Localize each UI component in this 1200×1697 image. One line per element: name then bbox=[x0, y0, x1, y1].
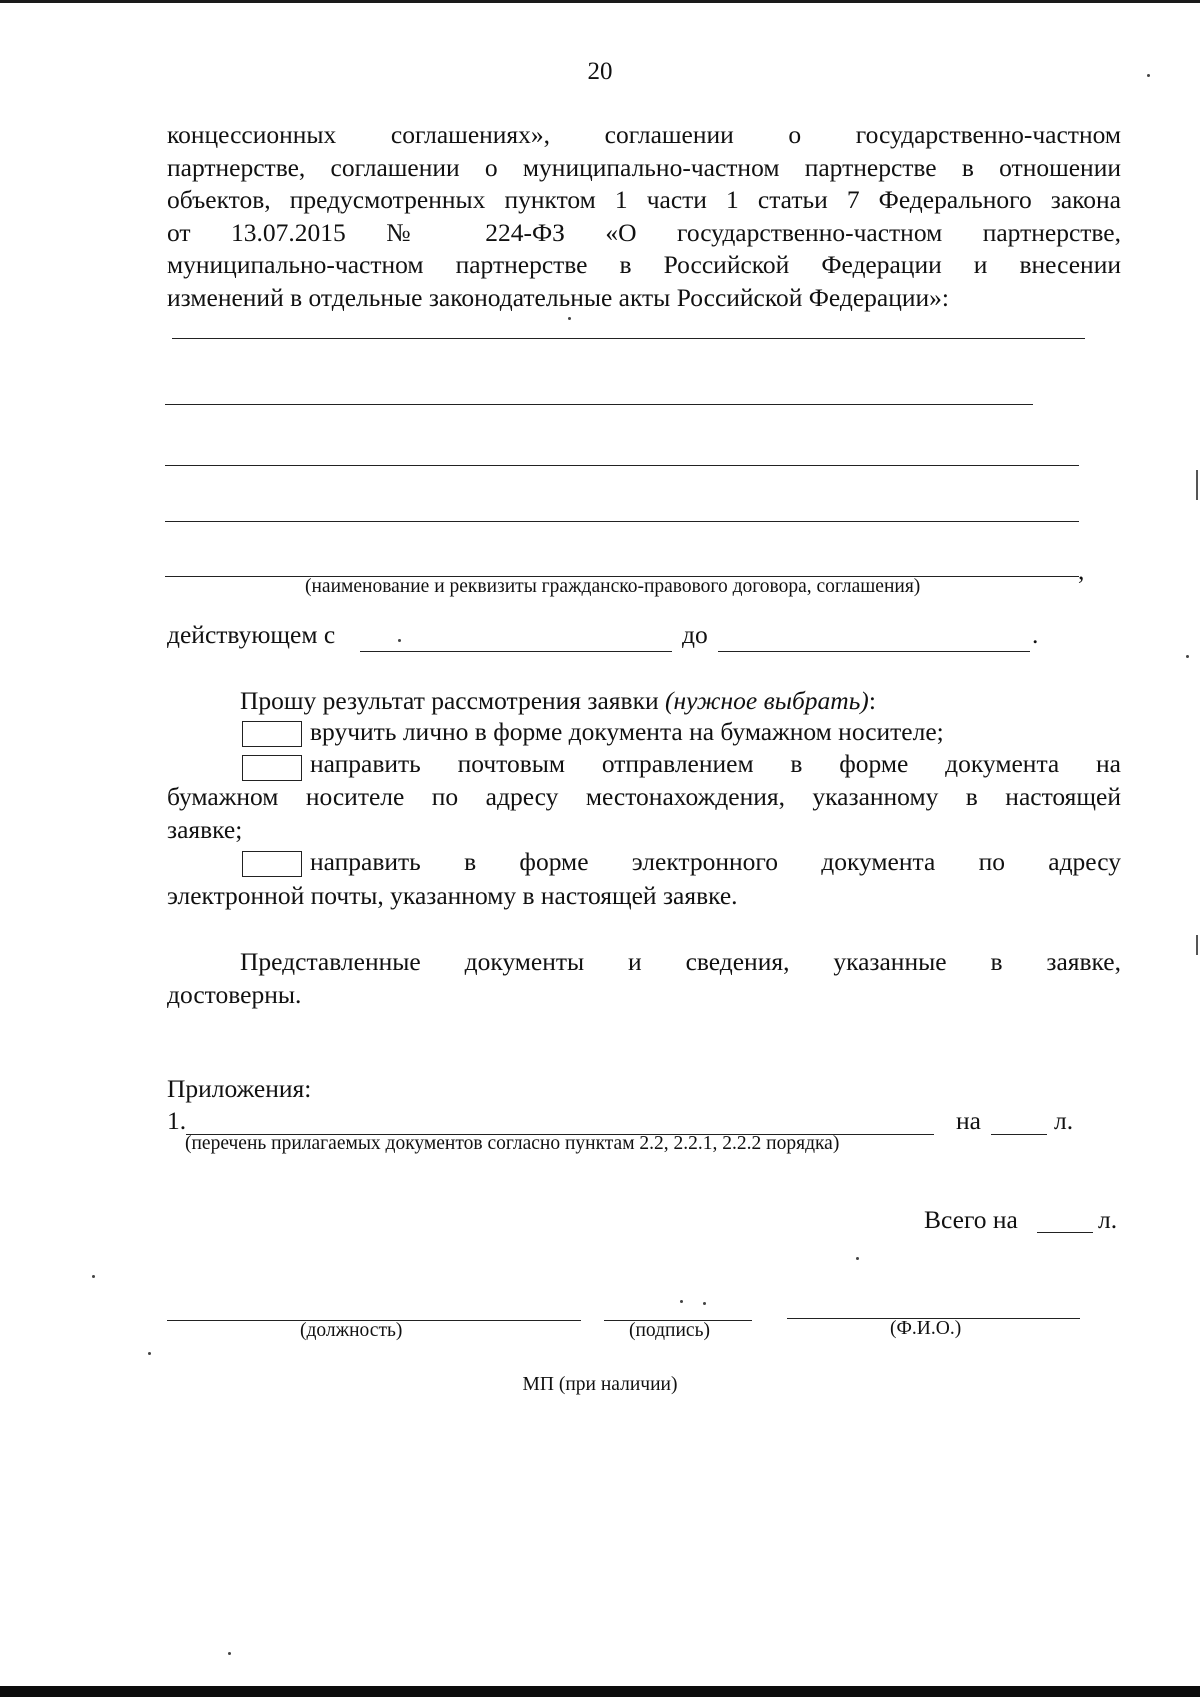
scan-speck bbox=[148, 1352, 151, 1355]
option-post-line: заявке; bbox=[167, 815, 243, 844]
scan-speck bbox=[568, 317, 571, 320]
request-title-text: Прошу результат рассмотрения заявки bbox=[240, 686, 665, 715]
option-post-line: бумажном носителе по адресу местонахождения, указанному в настоящей bbox=[167, 782, 1121, 811]
full-name-caption: (Ф.И.О.) bbox=[890, 1318, 962, 1339]
contract-fill-line[interactable] bbox=[165, 521, 1079, 522]
contract-fill-line[interactable] bbox=[172, 338, 1085, 339]
page-number: 20 bbox=[587, 58, 613, 85]
scan-speck bbox=[856, 1257, 859, 1260]
scan-speck bbox=[1186, 655, 1189, 658]
intro-line: концессионных соглашениях», соглашении о государственно-частном bbox=[167, 120, 1121, 149]
scan-speck bbox=[1147, 74, 1150, 77]
position-caption: (должность) bbox=[300, 1320, 403, 1341]
attachment-sheets-field[interactable] bbox=[991, 1134, 1047, 1135]
scan-speck bbox=[228, 1652, 231, 1655]
contract-caption: (наименование и реквизиты гражданско-правового договора, соглашения) bbox=[305, 576, 921, 597]
request-hint: (нужное выбрать) bbox=[664, 686, 869, 715]
attachment-caption: (перечень прилагаемых документов согласно пунктам 2.2, 2.2.1, 2.2.2 порядка) bbox=[185, 1133, 840, 1154]
signature-caption: (подпись) bbox=[629, 1320, 710, 1341]
option-email-line: электронной почты, указанному в настоящей заявке. bbox=[167, 881, 738, 910]
scan-speck bbox=[398, 639, 401, 642]
intro-line: изменений в отдельные законодательные акты Российской Федерации»: bbox=[167, 282, 949, 312]
option-hand-delivery-checkbox[interactable] bbox=[242, 721, 302, 747]
option-email-checkbox[interactable] bbox=[242, 851, 302, 877]
scan-edge-mark bbox=[1196, 935, 1198, 955]
comma-mark: , bbox=[1078, 556, 1085, 585]
total-sheets-field[interactable] bbox=[1037, 1232, 1093, 1233]
stamp-note: МП (при наличии) bbox=[522, 1374, 678, 1395]
intro-line: муниципально-частном партнерстве в Российской Федерации и внесении bbox=[167, 250, 1121, 279]
intro-line: партнерстве, соглашении о муниципально-частном партнерстве в отношении bbox=[167, 152, 1121, 182]
declaration-line: достоверны. bbox=[167, 980, 302, 1009]
scan-speck bbox=[680, 1300, 683, 1303]
option-email-line: направить в форме электронного документа по адресу bbox=[310, 847, 1121, 876]
intro-paragraph bbox=[167, 119, 1121, 314]
valid-from-field[interactable] bbox=[360, 651, 672, 652]
attachment-on-label: на bbox=[956, 1106, 981, 1135]
scan-speck bbox=[92, 1275, 95, 1278]
intro-line: от 13.07.2015 № 224-ФЗ «О государственно-частном партнерстве, bbox=[167, 217, 1121, 247]
valid-to-label: до bbox=[682, 620, 708, 649]
attachment-item-number: 1. bbox=[167, 1106, 187, 1135]
period-mark: . bbox=[1032, 620, 1039, 649]
scan-edge-mark bbox=[1196, 470, 1198, 500]
declaration-line: Представленные документы и сведения, указанные в заявке, bbox=[240, 947, 1121, 976]
total-sheets-abbr: л. bbox=[1098, 1205, 1118, 1234]
valid-from-label: действующем с bbox=[167, 620, 336, 649]
scan-edge-top bbox=[0, 0, 1200, 3]
scan-speck bbox=[703, 1302, 706, 1305]
colon-mark: : bbox=[868, 686, 876, 715]
contract-fill-line[interactable] bbox=[165, 465, 1079, 466]
attachment-sheets-abbr: л. bbox=[1054, 1106, 1074, 1135]
option-post-checkbox[interactable] bbox=[242, 755, 302, 781]
option-hand-delivery-text: вручить лично в форме документа на бумажном носителе; bbox=[310, 717, 944, 746]
total-label: Всего на bbox=[924, 1205, 1018, 1234]
scan-edge-bottom bbox=[0, 1686, 1200, 1697]
contract-fill-line[interactable] bbox=[165, 404, 1033, 405]
request-title bbox=[240, 686, 876, 716]
valid-to-field[interactable] bbox=[718, 651, 1030, 652]
option-post-line: направить почтовым отправлением в форме документа на bbox=[310, 749, 1121, 778]
attachments-title: Приложения: bbox=[167, 1074, 312, 1103]
intro-line: объектов, предусмотренных пунктом 1 части 1 статьи 7 Федерального закона bbox=[167, 185, 1121, 214]
